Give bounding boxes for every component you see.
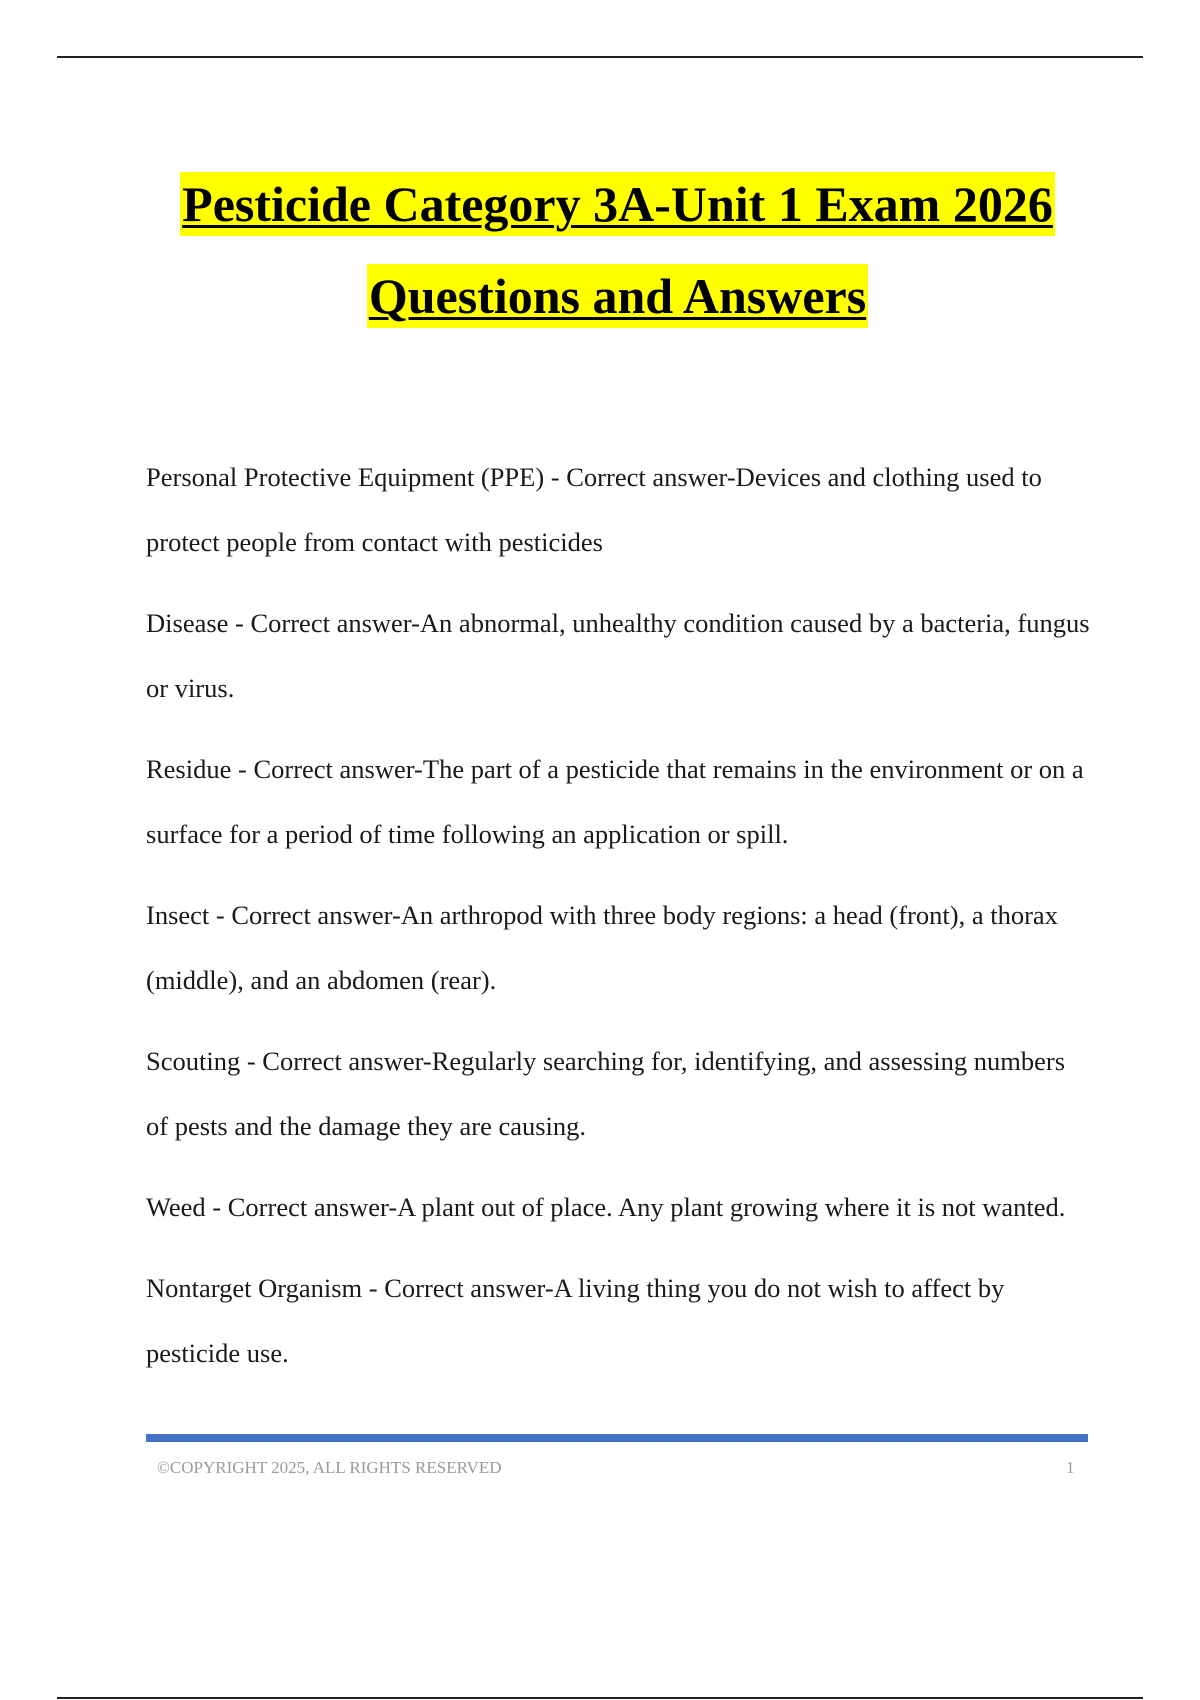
- bottom-rule: [57, 1697, 1143, 1699]
- qa-item-insect: Insect - Correct answer-An arthropod with three body regions: a head (front), a thorax (middle), and an abdomen (rear).: [146, 900, 1058, 995]
- qa-item-disease: Disease - Correct answer-An abnormal, unhealthy condition caused by a bacteria, fungus or virus.: [146, 608, 1090, 703]
- qa-item-nontarget-organism: Nontarget Organism - Correct answer-A living thing you do not wish to affect by pesticide use.: [146, 1273, 1005, 1368]
- qa-list: [146, 445, 1091, 1402]
- qa-item-residue: Residue - Correct answer-The part of a pesticide that remains in the environment or on a surface for a period of time following an application or spill.: [146, 754, 1084, 849]
- top-rule: [57, 56, 1143, 58]
- document-title: [100, 172, 1135, 328]
- page-number: 1: [1066, 1458, 1075, 1477]
- qa-item-weed: Weed - Correct answer-A plant out of place. Any plant growing where it is not wanted.: [146, 1192, 1066, 1222]
- qa-item-ppe: Personal Protective Equipment (PPE) - Correct answer-Devices and clothing used to protect people from contact with pesticides: [146, 462, 1042, 557]
- title-line-1: Pesticide Category 3A-Unit 1 Exam 2026: [180, 172, 1055, 236]
- title-line-2: Questions and Answers: [367, 264, 868, 328]
- footer-accent-bar: [146, 1434, 1088, 1442]
- qa-item-scouting: Scouting - Correct answer-Regularly searching for, identifying, and assessing numbers of pests and the damage they are causing.: [146, 1046, 1066, 1141]
- footer-copyright: ©COPYRIGHT 2025, ALL RIGHTS RESERVED: [157, 1458, 502, 1477]
